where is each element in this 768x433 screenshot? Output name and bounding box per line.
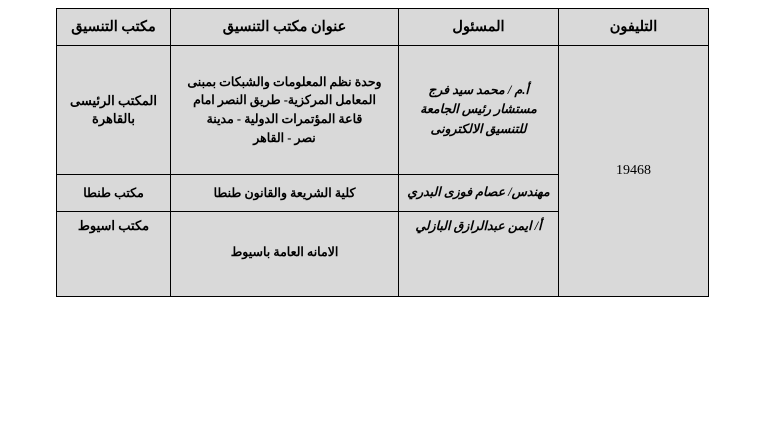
person-line: للتنسيق الالكترونى [430, 121, 527, 136]
office-line: مكتب اسيوط [77, 218, 150, 233]
address-line: وحدة نظم المعلومات والشبكات بمبنى [187, 74, 382, 89]
table-header-row [57, 9, 709, 46]
office-cell [57, 175, 171, 212]
person-cell [399, 46, 559, 175]
column-header-office: مكتب التنسيق [57, 9, 171, 46]
person-line: أ.م / محمد سيد فرج [428, 82, 529, 97]
address-cell [171, 212, 399, 297]
person-cell [399, 175, 559, 212]
address-line: كلية الشريعة والقانون طنطا [213, 185, 356, 200]
address-line: المعامل المركزية- طريق النصر امام [193, 93, 376, 108]
address-line: الامانه العامة باسيوط [230, 245, 339, 260]
address-cell [171, 46, 399, 175]
table-body [57, 46, 709, 297]
person-line: مستشار رئيس الجامعة [420, 102, 537, 117]
phone-number-cell: 19468 [559, 46, 709, 297]
address-line: نصر - القاهر [253, 130, 316, 145]
column-header-address: عنوان مكتب التنسيق [171, 9, 399, 46]
address-line: قاعة المؤتمرات الدولية - مدينة [206, 112, 363, 126]
office-cell [57, 46, 171, 175]
coordination-offices-table [56, 8, 709, 297]
person-cell [399, 212, 559, 297]
office-line: مكتب طنطا [83, 185, 144, 200]
office-cell [57, 212, 171, 297]
person-line: أ/ ايمن عبدالرازق البازلي [415, 219, 542, 233]
column-header-phone: التليفون [559, 9, 709, 46]
office-line: المكتب الرئيسى [70, 93, 157, 109]
table-header [57, 9, 709, 46]
office-line: بالقاهرة [92, 111, 135, 126]
person-line: مهندس/ عصام فوزى البدري [407, 185, 550, 200]
column-header-person: المسئول [399, 9, 559, 46]
table-row [57, 46, 709, 175]
address-cell [171, 175, 399, 212]
